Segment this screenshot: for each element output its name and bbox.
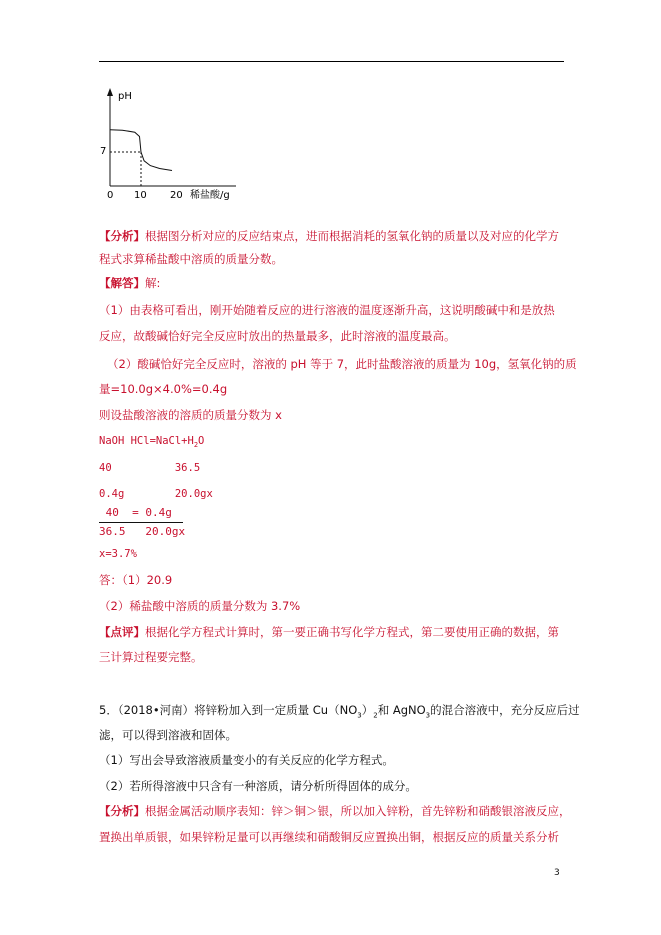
ph-chart	[98, 86, 248, 214]
comment-line-2: 三计算过程要完整。	[99, 650, 203, 664]
answer-equation	[99, 433, 204, 453]
fraction-numerator: 40 = 0.4g	[99, 506, 172, 519]
question5-intro	[99, 702, 580, 723]
answer-p2-line2: 量=10.0g×4.0%=0.4g	[99, 382, 228, 396]
analysis-tag: 【分析】	[99, 229, 145, 243]
question5-analysis-line-2: 置换出单质银，如果锌粉足量可以再继续和硝酸铜反应置换出铜，根据反应的质量关系分析	[99, 830, 559, 844]
analysis-line-2: 程式求算稀盐酸中溶质的质量分数。	[99, 252, 283, 266]
answer-p1-line1: （1）由表格可看出，刚开始随着反应的进行溶液的温度逐渐升高，这说明酸碱中和是放热	[99, 303, 555, 317]
x-tick-label-0: 0	[107, 190, 114, 201]
fraction-bar	[99, 522, 183, 523]
answer-mass-row-1: 40 36.5	[99, 462, 201, 474]
answer-let: 则设盐酸溶液的溶质的质量分数为 x	[99, 408, 282, 422]
x-tick-label-20: 20	[170, 190, 183, 201]
answer-p2-line1: （2）酸碱恰好完全反应时，溶液的 pH 等于 7，此时盐酸溶液的质量为 10g，氢氧化钠的质	[107, 357, 577, 371]
question5-intro-d: 的混合溶液中，充分反应后过	[430, 703, 580, 717]
answer-result: x=3.7%	[99, 548, 137, 560]
question5-q2: （2）若所得溶液中只含有一种溶质，请分析所得固体的成分。	[99, 779, 417, 793]
header-rule	[99, 61, 564, 62]
question5-sub-1: 3	[357, 711, 362, 720]
question5-analysis-line-1	[99, 803, 571, 819]
plot-layer	[110, 130, 172, 186]
analysis-line-1	[99, 228, 559, 244]
x-tick-label-10: 10	[134, 190, 147, 201]
y-tick-label-7: 7	[100, 146, 107, 157]
equation-end: O	[198, 435, 205, 447]
answer-tag: 【解答】	[99, 276, 145, 290]
fraction-denominator: 36.5 20.0gx	[99, 525, 186, 538]
question5-intro-a: 5．（2018•河南）将锌粉加入到一定质量 Cu（NO	[99, 703, 358, 717]
y-axis-label: pH	[118, 91, 132, 102]
answer-final-2: （2）稀盐酸中溶质的质量分数为 3.7%	[99, 599, 301, 613]
analysis-text-1: 根据图分析对应的反应结束点，进而根据消耗的氢氧化钠的质量以及对应的化学方	[145, 229, 559, 243]
question5-intro-c: 和 AgNO	[377, 703, 426, 717]
question5-analysis-tag: 【分析】	[99, 804, 145, 818]
comment-tag: 【点评】	[99, 625, 145, 639]
answer-p1-line2: 反应，故酸碱恰好完全反应时放出的热量最多，此时溶液的温度最高。	[99, 329, 456, 343]
equation-sub: 2	[193, 441, 199, 450]
question5-sub-3: 3	[425, 711, 431, 720]
comment-text-1: 根据化学方程式计算时，第一要正确书写化学方程式，第二要使用正确的数据，第	[145, 625, 559, 639]
equation-main: NaOH HCl=NaCl+H	[99, 435, 194, 447]
x-axis-label: 稀盐酸/g	[190, 190, 230, 201]
question5-intro-b: ）	[361, 703, 374, 717]
question5-line-2: 滤，可以得到溶液和固体。	[99, 728, 237, 742]
answer-label: 解:	[145, 276, 161, 290]
question5-sub-2: 2	[373, 711, 378, 720]
page-number: 3	[554, 868, 560, 878]
y-axis-arrow	[107, 88, 113, 96]
answer-final-1: 答：（1）20.9	[99, 573, 173, 587]
question5-q1: （1）写出会导致溶液质量变小的有关反应的化学方程式。	[99, 753, 394, 767]
answer-header	[99, 275, 160, 291]
answer-mass-row-2: 0.4g 20.0gx	[99, 488, 213, 500]
comment-line-1	[99, 624, 559, 640]
question5-analysis-text-1: 根据金属活动顺序表知：锌＞铜＞银，所以加入锌粉，首先锌粉和硝酸银溶液反应，	[145, 804, 571, 818]
